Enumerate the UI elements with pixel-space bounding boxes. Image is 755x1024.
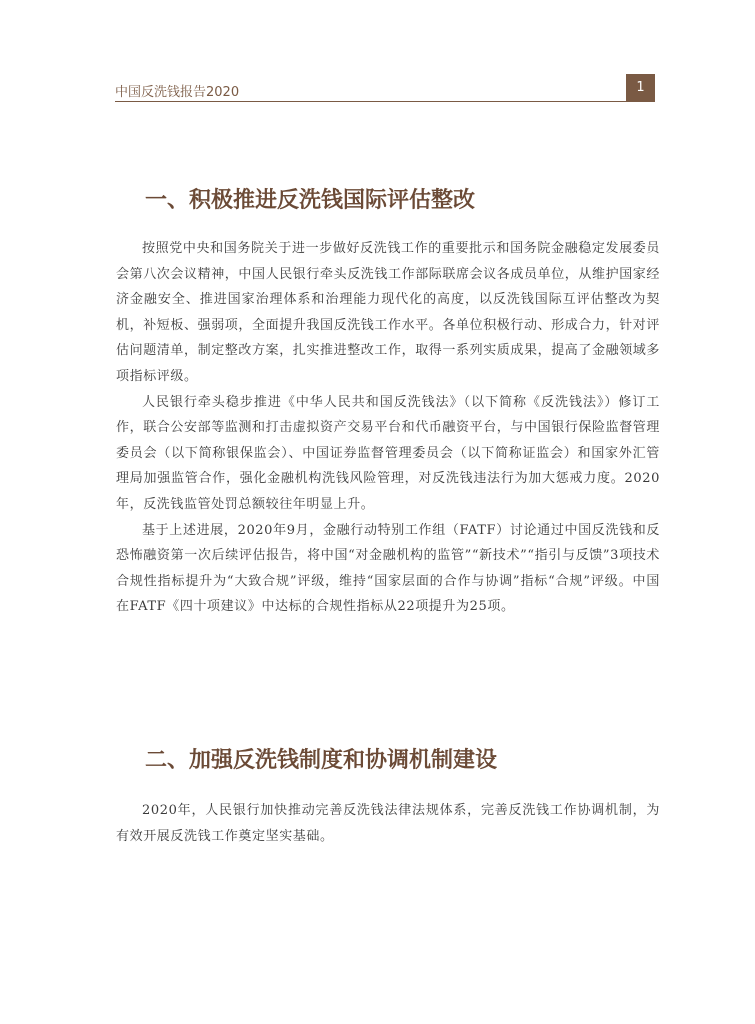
- header-title: 中国反洗钱报告2020: [115, 85, 240, 100]
- page-header: [115, 74, 655, 102]
- header-rule: [115, 101, 655, 102]
- section-2-body: [116, 798, 660, 849]
- paragraph: 2020年，人民银行加快推动完善反洗钱法律法规体系，完善反洗钱工作协调机制，为有效开展反洗钱工作奠定坚实基础。: [116, 803, 660, 844]
- section-title-1: 一、积极推进反洗钱国际评估整改: [145, 187, 476, 213]
- section-1-body: [116, 236, 660, 620]
- paragraph: 基于上述进展，2020年9月，金融行动特别工作组（FATF）讨论通过中国反洗钱和反恐怖融资第一次后续评估报告，将中国“对金融机构的监管”“新技术”“指引与反馈”3项技术合规性指标提升为“大致合规”评级，维持“国家层面的合作与协调”指标“合规”评级。中国在FATF《四十项建议》中达标的合规性指标从22项提升为25项。: [116, 522, 660, 615]
- section-title-2: 二、加强反洗钱制度和协调机制建设: [145, 747, 498, 773]
- page-number-badge: 1: [626, 74, 655, 102]
- paragraph: 人民银行牵头稳步推进《中华人民共和国反洗钱法》（以下简称《反洗钱法》）修订工作，联合公安部等监测和打击虚拟资产交易平台和代币融资平台，与中国银行保险监督管理委员会（以下简称银保监会）、中国证券监督管理委员会（以下简称证监会）和国家外汇管理局加强监管合作，强化金融机构洗钱风险管理，对反洗钱违法行为加大惩戒力度。2020年，反洗钱监管处罚总额较往年明显上升。: [116, 394, 661, 512]
- paragraph: 按照党中央和国务院关于进一步做好反洗钱工作的重要批示和国务院金融稳定发展委员会第八次会议精神，中国人民银行牵头反洗钱工作部际联席会议各成员单位，从维护国家经济金融安全、推进国家治理体系和治理能力现代化的高度，以反洗钱国际互评估整改为契机，补短板、强弱项，全面提升我国反洗钱工作水平。各单位积极行动、形成合力，针对评估问题清单，制定整改方案，扎实推进整改工作，取得一系列实质成果，提高了金融领域多项指标评级。: [116, 241, 661, 384]
